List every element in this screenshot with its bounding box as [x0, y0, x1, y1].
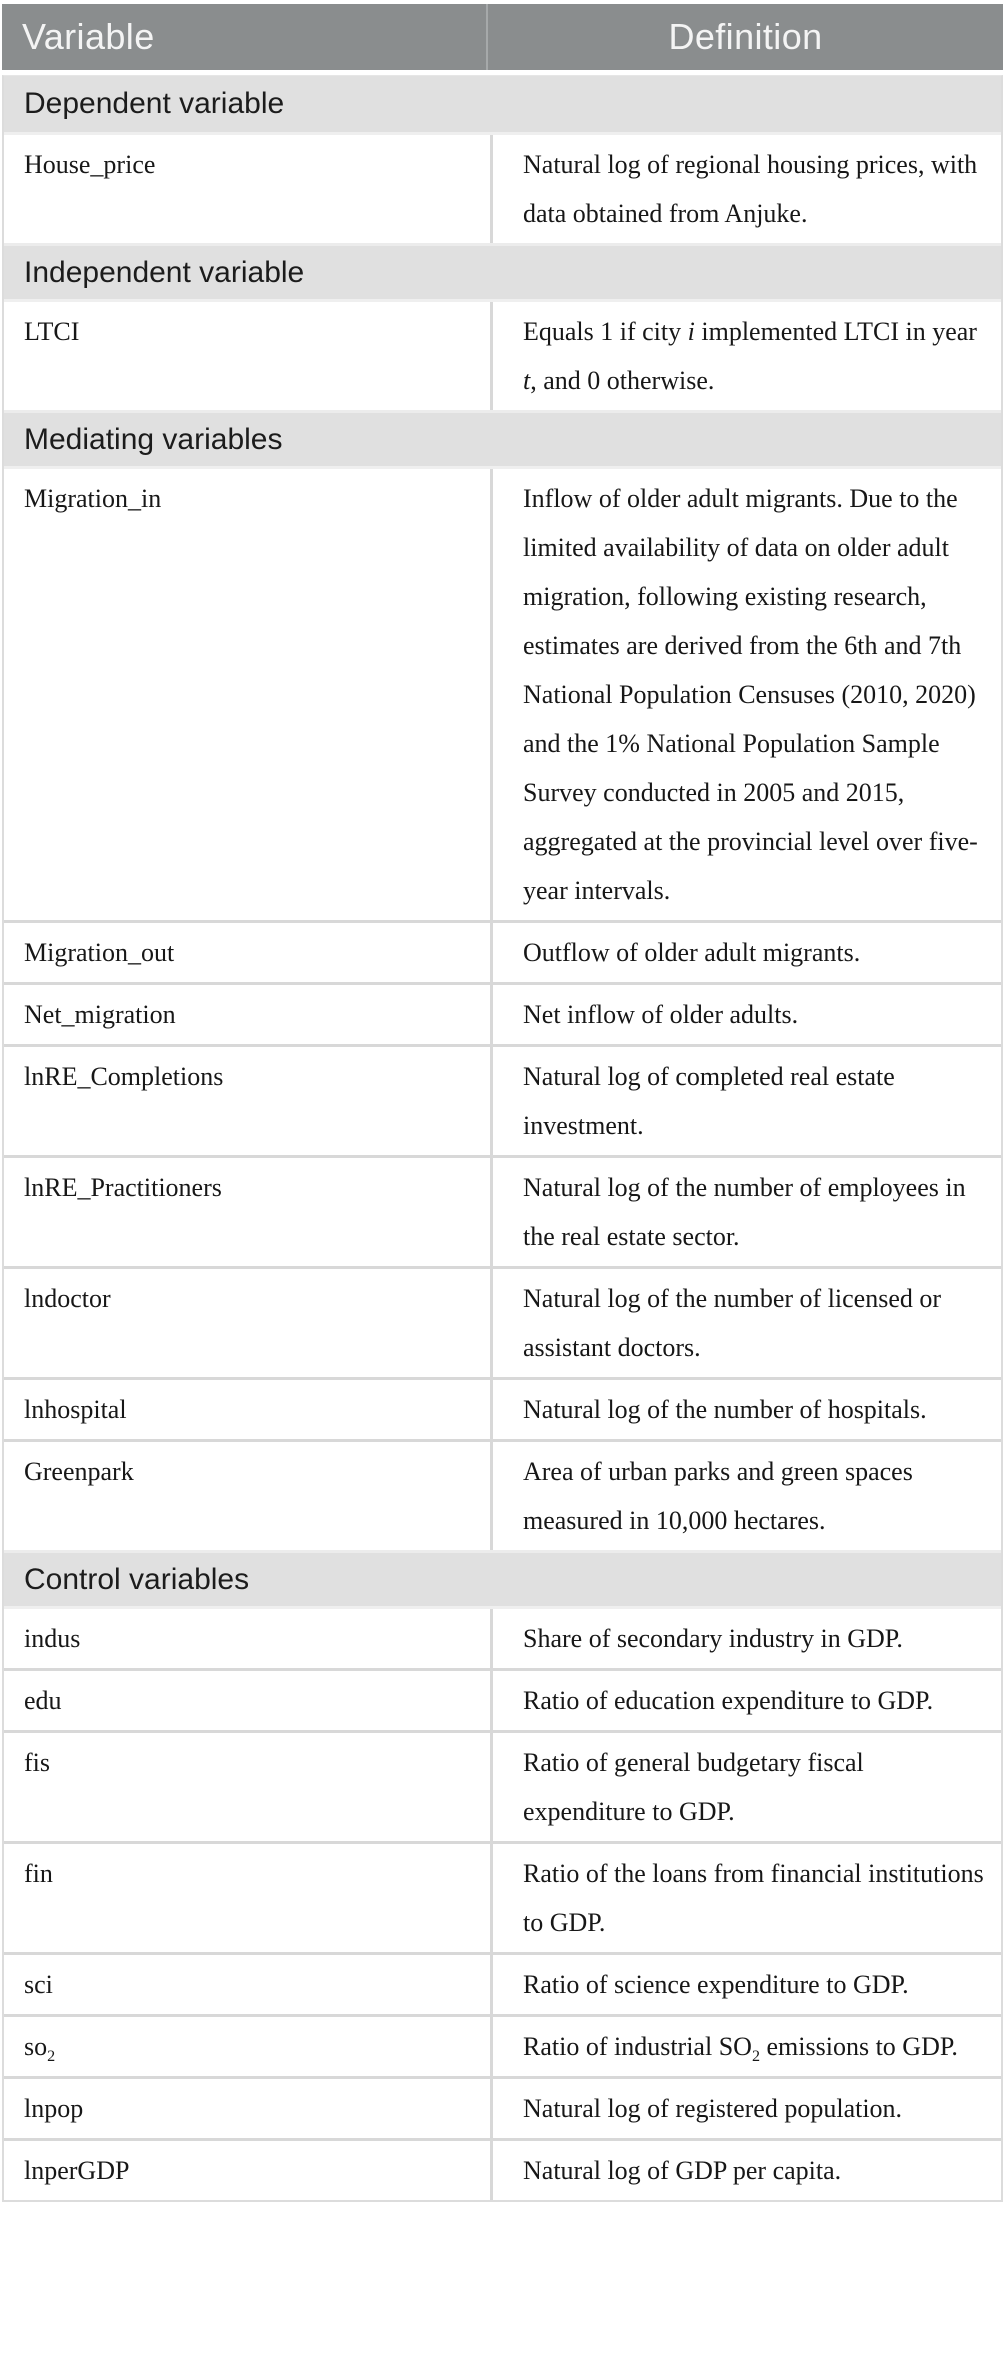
section-header-row: [4, 410, 1001, 466]
definition-cell: Natural log of regional housing prices, with data obtained from Anjuke.: [490, 135, 1001, 243]
table-row: [4, 1668, 1001, 1730]
table-row: [4, 1841, 1001, 1952]
section-header-label: Independent variable: [24, 255, 305, 289]
definition-cell: Equals 1 if city i implemented LTCI in year t, and 0 otherwise.: [490, 302, 1001, 410]
definition-cell: Net inflow of older adults.: [490, 985, 1001, 1044]
variable-cell: $so_2$: [24, 2032, 56, 2066]
definition-cell: Ratio of the loans from financial institutions to GDP.: [490, 1844, 1001, 1952]
table-row: [4, 1439, 1001, 1550]
variable-cell: lnRE_Completions: [24, 1062, 224, 1091]
section-header-label: Mediating variables: [24, 422, 283, 456]
variable-cell: lnpop: [24, 2094, 84, 2123]
variable-cell: Net_migration: [24, 1000, 176, 1029]
variable-cell: lndoctor: [24, 1284, 111, 1313]
definition-cell: Area of urban parks and green spaces measured in 10,000 hectares.: [490, 1442, 1001, 1550]
table-row: [4, 1044, 1001, 1155]
definition-cell: Natural log of GDP per capita.: [490, 2141, 1001, 2200]
section-header-row: [4, 76, 1001, 132]
table-row: [4, 299, 1001, 410]
section-header-label: Dependent variable: [24, 87, 285, 120]
definition-cell: Natural log of registered population.: [490, 2079, 1001, 2138]
definition-cell: Inflow of older adult migrants. Due to the limited availability of data on older adult migration, following existing research, estimates are derived from the 6th and 7th National Population Censuses (2010, 2020) and the 1% National Population Sample Survey conducted in 2005 and 2015, aggregated at the provincial level over five-year intervals.: [490, 469, 1001, 920]
table-row: [4, 466, 1001, 920]
table-body: [2, 75, 1003, 2202]
definition-cell: Natural log of completed real estate investment.: [490, 1047, 1001, 1155]
table-row: [4, 2014, 1001, 2076]
definition-cell: Natural log of the number of employees in the real estate sector.: [490, 1158, 1001, 1266]
variable-cell: lnRE_Practitioners: [24, 1173, 222, 1202]
table-row: [4, 132, 1001, 243]
variable-cell: edu: [24, 1686, 62, 1715]
variable-column-header: Variable: [22, 16, 155, 57]
variable-cell: Greenpark: [24, 1457, 134, 1486]
table-row: [4, 1155, 1001, 1266]
variable-cell: sci: [24, 1970, 53, 1999]
definition-cell: Natural log of the number of licensed or assistant doctors.: [490, 1269, 1001, 1377]
table-row: [4, 1952, 1001, 2014]
table-row: [4, 982, 1001, 1044]
definition-cell: Ratio of general budgetary fiscal expenditure to GDP.: [490, 1733, 1001, 1841]
definition-cell: Ratio of science expenditure to GDP.: [490, 1955, 1001, 2014]
variable-cell: Migration_in: [24, 484, 162, 513]
table-header-row: [2, 4, 1003, 70]
table-row: [4, 2076, 1001, 2138]
header-cell-definition: [488, 4, 1003, 70]
variables-definitions-table: [2, 4, 1003, 2202]
variable-cell: House_price: [24, 150, 156, 179]
definition-cell: Share of secondary industry in GDP.: [490, 1609, 1001, 1668]
variable-cell: fis: [24, 1748, 50, 1777]
table-row: [4, 1377, 1001, 1439]
variable-cell: LTCI: [24, 317, 80, 346]
definition-cell: Outflow of older adult migrants.: [490, 923, 1001, 982]
variable-cell: Migration_out: [24, 938, 175, 967]
variable-cell: fin: [24, 1859, 53, 1888]
table-row: [4, 1266, 1001, 1377]
table-row: [4, 1606, 1001, 1668]
table-row: [4, 920, 1001, 982]
table-row: [4, 2138, 1001, 2200]
section-header-label: Control variables: [24, 1562, 250, 1596]
definition-cell: Ratio of education expenditure to GDP.: [490, 1671, 1001, 1730]
variable-cell: lnperGDP: [24, 2156, 130, 2185]
definition-cell: Natural log of the number of hospitals.: [490, 1380, 1001, 1439]
variable-cell: lnhospital: [24, 1395, 127, 1424]
definition-cell: Ratio of industrial $SO_2$ emissions to GDP.: [490, 2017, 1001, 2076]
section-header-row: [4, 1550, 1001, 1606]
header-cell-variable: [2, 4, 488, 70]
table-row: [4, 1730, 1001, 1841]
variable-cell: indus: [24, 1624, 81, 1653]
definition-column-header: Definition: [668, 16, 823, 57]
section-header-row: [4, 243, 1001, 299]
